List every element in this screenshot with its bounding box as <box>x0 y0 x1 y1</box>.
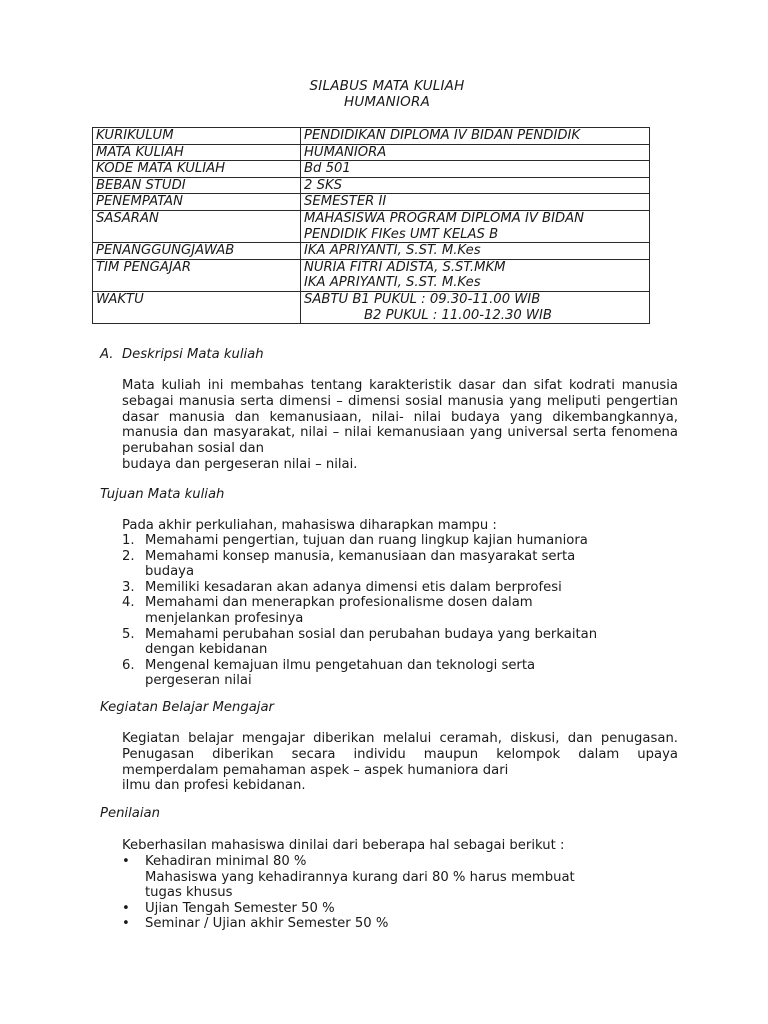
row-value: Bd 501 <box>301 161 650 178</box>
list-item: 3. Memiliki kesadaran akan adanya dimensi etis dalam berprofesi <box>122 579 562 595</box>
bullet-icon: • <box>122 916 130 932</box>
row-value: PENDIDIKAN DIPLOMA IV BIDAN PENDIDIK <box>301 128 650 145</box>
row-key: MATA KULIAH <box>93 144 301 161</box>
description-text: Mata kuliah ini membahas tentang karakteristik dasar dan sifat kodrati manusia sebagai manusia serta dimensi – dimensi sosial manusia yang meliputi pengertian dasar manusia dan kemanusiaan, nilai- nilai budaya yang dikembangkannya, manusia dan masyarakat, nilai – nilai kemanusiaan yang universal serta fenomena perubahan sosial dan <box>122 378 678 457</box>
table-row <box>93 194 650 211</box>
table-row <box>93 259 650 291</box>
activities-paragraph <box>122 731 678 794</box>
list-item: 2. Memahami konsep manusia, kemanusiaan dan masyarakat serta budaya <box>122 548 576 580</box>
row-key: TIM PENGAJAR <box>93 259 301 291</box>
activities-text-last: ilmu dan profesi kebidanan. <box>122 778 306 794</box>
row-key: KURIKULUM <box>93 128 301 145</box>
table-row <box>93 243 650 260</box>
row-value: SEMESTER II <box>301 194 650 211</box>
assessment-list <box>122 854 678 932</box>
list-item: • Ujian Tengah Semester 50 % <box>122 900 335 916</box>
table-row <box>93 144 650 161</box>
row-value: SABTU B1 PUKUL : 09.30-11.00 WIB B2 PUKUL : 11.00-12.30 WIB <box>301 291 650 323</box>
table-row <box>93 210 650 242</box>
row-value: 2 SKS <box>301 177 650 194</box>
assessment-heading: Penilaian <box>100 806 160 821</box>
course-info-table <box>92 127 650 324</box>
section-a-heading: Deskripsi Mata kuliah <box>122 347 264 362</box>
table-row <box>93 161 650 178</box>
description-paragraph <box>122 378 678 473</box>
goals-intro: Pada akhir perkuliahan, mahasiswa diharapkan mampu : <box>122 518 497 533</box>
table-row <box>93 128 650 145</box>
row-value: NURIA FITRI ADISTA, S.ST.MKM IKA APRIYANTI, S.ST. M.Kes <box>301 259 650 291</box>
table-row <box>93 177 650 194</box>
row-key: KODE MATA KULIAH <box>93 161 301 178</box>
list-item: 4. Memahami dan menerapkan profesionalisme dosen dalam menjelankan profesinya <box>122 595 533 626</box>
list-item: • Kehadiran minimal 80 % Mahasiswa yang kehadirannya kurang dari 80 % harus membuat tugas khusus <box>122 854 575 901</box>
document-title: SILABUS MATA KULIAH <box>309 78 465 94</box>
description-text-last: budaya dan pergeseran nilai – nilai. <box>122 456 358 472</box>
list-item: • Seminar / Ujian akhir Semester 50 % <box>122 916 389 932</box>
row-key: BEBAN STUDI <box>93 177 301 194</box>
list-item: 5. Memahami perubahan sosial dan perubahan budaya yang berkaitan dengan kebidanan <box>122 626 598 658</box>
row-key: WAKTU <box>93 291 301 323</box>
assessment-intro: Keberhasilan mahasiswa dinilai dari beberapa hal sebagai berikut : <box>122 838 565 853</box>
goals-list <box>122 533 678 689</box>
goals-heading: Tujuan Mata kuliah <box>100 487 225 502</box>
bullet-icon: • <box>122 900 130 916</box>
row-key: SASARAN <box>93 210 301 242</box>
bullet-icon: • <box>122 854 130 869</box>
section-a-label: A. <box>100 347 114 362</box>
row-key: PENEMPATAN <box>93 194 301 211</box>
row-value: MAHASISWA PROGRAM DIPLOMA IV BIDAN PENDIDIK FIKes UMT KELAS B <box>301 210 650 242</box>
list-item: 1. Memahami pengertian, tujuan dan ruang lingkup kajian humaniora <box>122 533 588 548</box>
list-item: 6. Mengenal kemajuan ilmu pengetahuan dan teknologi serta pergeseran nilai <box>122 657 536 689</box>
row-value: IKA APRIYANTI, S.ST. M.Kes <box>301 243 650 260</box>
row-value: HUMANIORA <box>301 144 650 161</box>
table-row <box>93 291 650 323</box>
activities-text: Kegiatan belajar mengajar diberikan melalui ceramah, diskusi, dan penugasan. Penugasan diberikan secara individu maupun kelompok dalam upaya memperdalam pemahaman aspek – aspek humaniora dari <box>122 731 678 778</box>
row-key: PENANGGUNGJAWAB <box>93 243 301 260</box>
activities-heading: Kegiatan Belajar Mengajar <box>100 700 274 715</box>
document-subtitle: HUMANIORA <box>343 94 431 110</box>
